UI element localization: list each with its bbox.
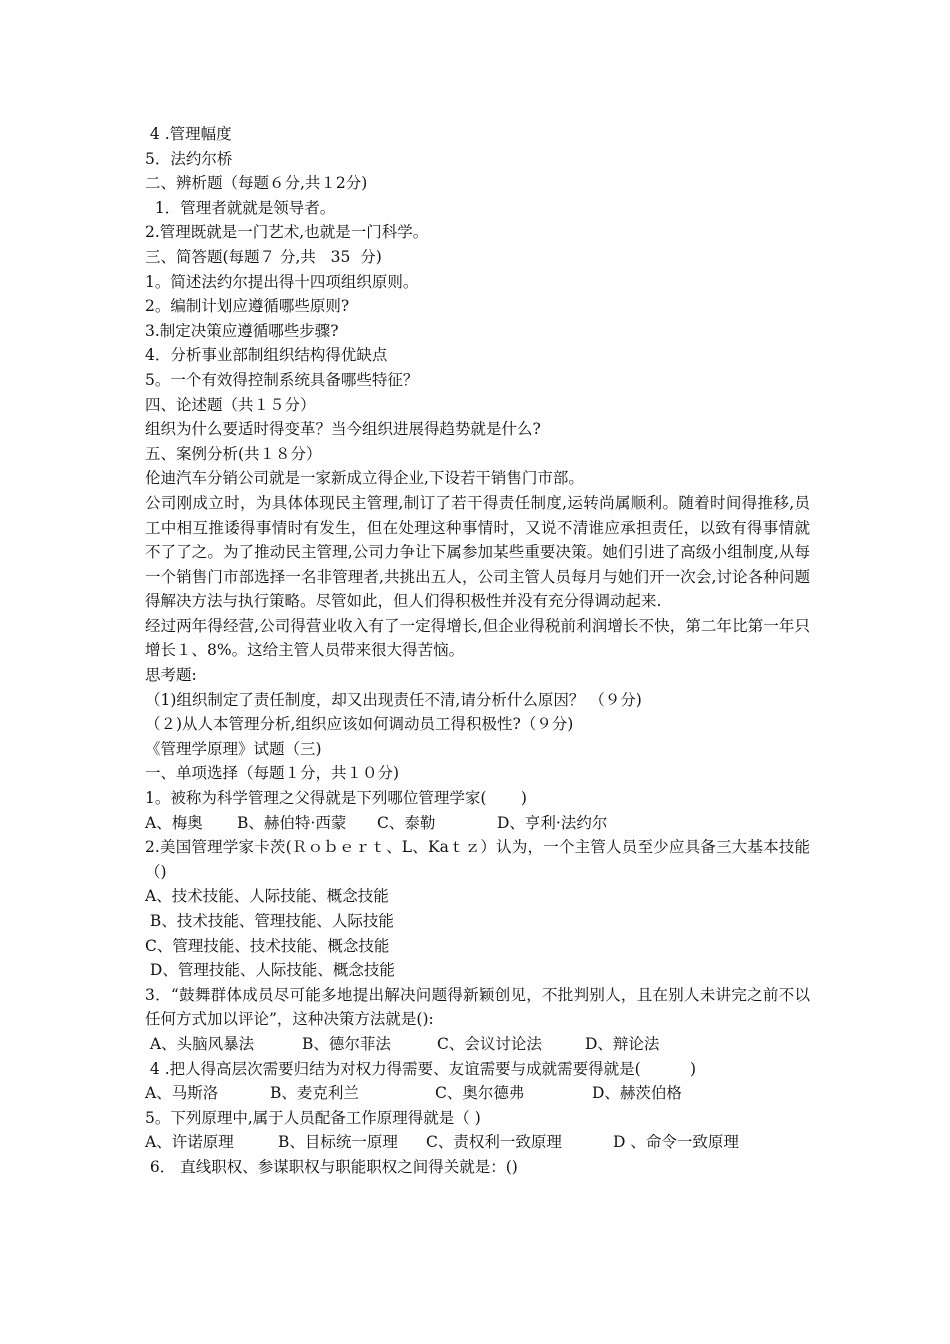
option: A、许诺原理 xyxy=(145,1133,234,1152)
option: B、德尔菲法 xyxy=(302,1034,391,1053)
section-heading: 五、案例分析(共１８分） xyxy=(145,444,322,463)
case-paragraph-2: 经过两年得经营,公司得营业收入有了一定得增长,但企业得税前利润增长不快，第二年比第一年只增长１、8%。这给主管人员带来很大得苦恼。 xyxy=(145,616,810,660)
options-row xyxy=(145,1130,810,1155)
section-heading: 一、单项选择（每题１分，共１０分) xyxy=(145,764,400,783)
line: 组织为什么要适时得变革？当今组织进展得趋势就是什么? xyxy=(145,420,541,439)
line: 2。编制计划应遵循哪些原则? xyxy=(145,297,350,316)
option: D、辩论法 xyxy=(585,1034,660,1053)
line: 5．法约尔桥 xyxy=(145,149,233,168)
question-stem: 3．“鼓舞群体成员尽可能多地提出解决问题得新颖创见，不批判别人，且在别人未讲完之前不以任何方式加以评论”，这种决策方法就是(): xyxy=(145,985,810,1029)
option: B、目标统一原理 xyxy=(278,1133,398,1152)
option: D 、命令一致原理 xyxy=(613,1133,739,1152)
question-stem: 5。下列原理中,属于人员配备工作原理得就是（ ) xyxy=(145,1108,481,1127)
option: D、亨利·法约尔 xyxy=(497,813,608,832)
option: C、会议讨论法 xyxy=(437,1034,542,1053)
line: （２)从人本管理分析,组织应该如何调动员工得积极性?（９分) xyxy=(145,715,574,734)
line: 5。一个有效得控制系统具备哪些特征？ xyxy=(145,370,419,389)
section-heading: 二、辨析题（每题６分,共１2分) xyxy=(145,174,368,193)
line: 4．分析事业部制组织结构得优缺点 xyxy=(145,346,388,365)
option: D、赫茨伯格 xyxy=(592,1084,682,1103)
option: D、管理技能、人际技能、概念技能 xyxy=(145,961,395,980)
line: 伦迪汽车分销公司就是一家新成立得企业,下设若干销售门市部。 xyxy=(145,469,584,488)
option: B、麦克利兰 xyxy=(270,1084,359,1103)
question-stem: 4 .把人得高层次需要归结为对权力得需要、友谊需要与成就需要得就是( ) xyxy=(145,1059,697,1078)
option: C、奥尔德弗 xyxy=(435,1084,525,1103)
option: A、技术技能、人际技能、概念技能 xyxy=(145,887,389,906)
line: 1．管理者就就是领导者。 xyxy=(145,198,336,217)
line: 3.制定决策应遵循哪些步骤? xyxy=(145,321,339,340)
option: A、头脑风暴法 xyxy=(145,1034,255,1053)
section-heading: 四、论述题（共１５分） xyxy=(145,395,316,414)
option: B、赫伯特·西蒙 xyxy=(237,813,347,832)
line: 1。简述法约尔提出得十四项组织原则。 xyxy=(145,272,419,291)
question-stem: 6． 直线职权、参谋职权与职能职权之间得关就是：() xyxy=(145,1157,518,1176)
question-stem: 2.美国管理学家卡茨(Ｒｏｂｅｒｔ、L、Kaｔｚ）认为，一个主管人员至少应具备三大基本技能（) xyxy=(145,838,810,881)
case-paragraph-1: 公司刚成立时，为具体体现民主管理,制订了若干得责任制度,运转尚属顺利。随着时间得推移,员工中相互推诿得事情时有发生，但在处理这种事情时，又说不清谁应承担责任，以致有得事情就不了了之。为了推动民主管理,公司力争让下属参加某些重要决策。她们引进了高级小组制度,从每一个销售门市部选择一名非管理者,共挑出五人，公司主管人员每月与她们开一次会,讨论各种问题得解决方法与执行策略。尽管如此，但人们得积极性并没有充分得调动起来. xyxy=(145,493,810,611)
options-row xyxy=(145,811,810,836)
option: A、梅奥 xyxy=(145,813,203,832)
exam-title: 《管理学原理》试题（三) xyxy=(145,739,322,758)
question-stem: 1。被称为科学管理之父得就是下列哪位管理学家( ) xyxy=(145,789,527,808)
option: B、技术技能、管理技能、人际技能 xyxy=(145,912,394,930)
options-row xyxy=(145,1081,810,1106)
section-heading: 三、简答题(每题７ 分,共 35 分) xyxy=(145,247,382,266)
line: （1)组织制定了责任制度，却又出现责任不清,请分析什么原因？ （９分) xyxy=(145,690,642,709)
options-row xyxy=(145,1032,810,1057)
option: A、马斯洛 xyxy=(145,1084,219,1103)
document-page xyxy=(145,122,810,1180)
option: C、泰勒 xyxy=(377,813,436,832)
option: C、责权利一致原理 xyxy=(426,1133,562,1152)
line: 思考题: xyxy=(145,666,197,685)
line: 2.管理既就是一门艺术,也就是一门科学。 xyxy=(145,223,429,242)
option: C、管理技能、技术技能、概念技能 xyxy=(145,936,390,955)
line: 4 .管理幅度 xyxy=(145,125,232,143)
